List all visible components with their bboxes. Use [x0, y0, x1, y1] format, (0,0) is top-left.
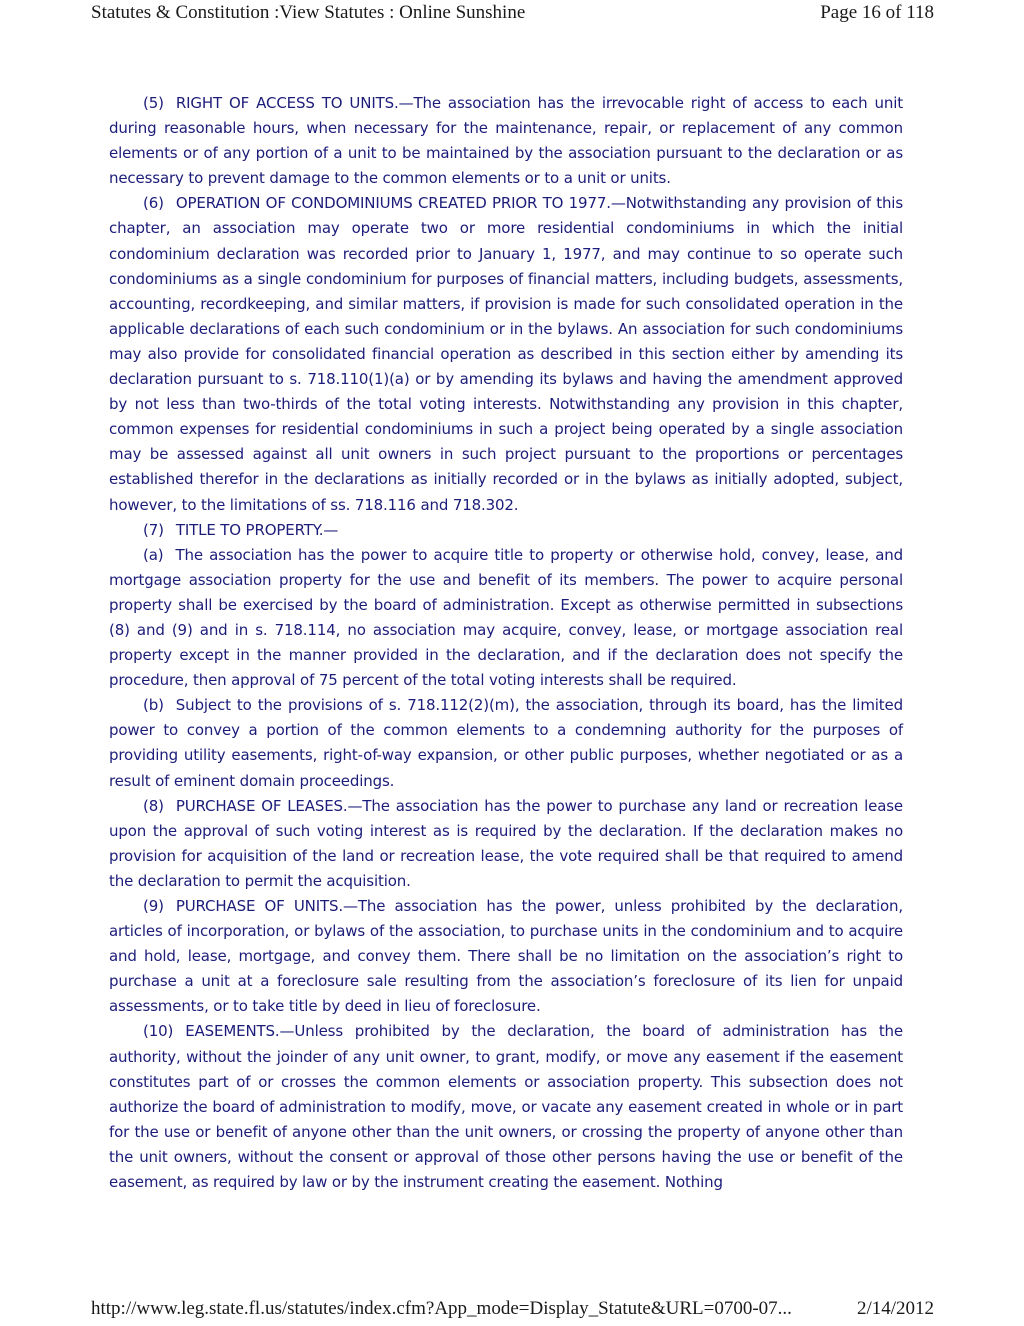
paragraph-number: (a) — [143, 545, 164, 564]
statute-paragraph-7a — [109, 543, 903, 694]
statute-paragraph-7 — [109, 518, 903, 543]
statute-paragraph-9 — [109, 894, 903, 1019]
paragraph-text: PURCHASE OF UNITS.—The association has the power, unless prohibited by the declaration, articles of incorporation, or bylaws of the association, to purchase units in the condominium and to acquire and hold, lease, mortgage, and convey them. There shall be no limitation on the association’s right to purchase a unit at a foreclosure sale resulting from the association’s foreclosure of its lien for unpaid assessments, or to take title by deed in lieu of foreclosure. — [109, 897, 903, 1016]
paragraph-number: (b) — [143, 696, 164, 715]
statute-paragraph-10 — [109, 1019, 903, 1195]
page-footer — [0, 1296, 1024, 1326]
statute-body — [109, 91, 903, 1195]
paragraph-number: (9) — [143, 897, 164, 915]
paragraph-text: RIGHT OF ACCESS TO UNITS.—The association has the irrevocable right of access to each unit during reasonable hours, when necessary for the maintenance, repair, or replacement of any common elements or of any portion of a unit to be maintained by the association pursuant to the declaration or as necessary to prevent damage to the common elements or to a unit or units. — [109, 94, 903, 188]
paragraph-text: PURCHASE OF LEASES.—The association has the power to purchase any land or recreation lease upon the approval of such voting interest as is required by the declaration. If the declaration makes no provision for acquisition of the land or recreation lease, the vote required shall be that required to amend the declaration to permit the acquisition. — [109, 796, 903, 890]
paragraph-text: OPERATION OF CONDOMINIUMS CREATED PRIOR TO 1977.—Notwithstanding any provision of this chapter, an association may operate two or more residential condominiums in which the initial condominium declaration was recorded prior to January 1, 1977, and may continue to so operate such condominiums as a single condominium for purposes of financial matters, including budgets, assessments, accounting, recordkeeping, and similar matters, if provision is made for such consolidated operation in the applicable declarations of each such condominium or in the bylaws. An association for such condominiums may also provide for consolidated financial operation as described in this section either by amending its declaration pursuant to s. 718.110(1)(a) or by amending its bylaws and having the amendment approved by not less than two-thirds of the total voting interests. Notwithstanding any provision in this chapter, common expenses for residential condominiums in such a project being operated by a single association may be assessed against all unit owners in such project pursuant to the proportions or percentages established therefor in the declarations as initially recorded or in the bylaws as initially adopted, subject, however, to the limitations of ss. 718.116 and 718.302. — [109, 194, 903, 514]
statute-paragraph-5 — [109, 91, 903, 191]
header-page-number: Page 16 of 118 — [820, 2, 934, 23]
page-header — [0, 0, 1024, 30]
statute-paragraph-8 — [109, 794, 903, 894]
footer-date: 2/14/2012 — [856, 1298, 934, 1319]
paragraph-text: Subject to the provisions of s. 718.112(2)(m), the association, through its board, has the limited power to convey a portion of the common elements to a condemning authority for the purposes of providing utility easements, right-of-way expansion, or other public purposes, whether negotiated or as a result of eminent domain proceedings. — [109, 696, 903, 790]
footer-url: http://www.leg.state.fl.us/statutes/index.cfm?App_mode=Display_Statute&URL=0700-07... — [91, 1298, 792, 1319]
paragraph-number: (7) — [143, 520, 164, 539]
paragraph-text: EASEMENTS.—Unless prohibited by the declaration, the board of administration has the authority, without the joinder of any unit owner, to grant, modify, or move any easement if the easement constitutes part of or crosses the common elements or association property. This subsection does not authorize the board of administration to modify, move, or vacate any easement created in whole or in part for the use or benefit of anyone other than the unit owners, or crossing the property of anyone other than the unit owners, without the consent or approval of those other persons having the use or benefit of the easement, as required by law or by the instrument creating the easement. Nothing — [109, 1022, 903, 1192]
paragraph-text: TITLE TO PROPERTY.— — [175, 520, 339, 539]
paragraph-number: (10) — [143, 1022, 174, 1041]
paragraph-text: The association has the power to acquire title to property or otherwise hold, convey, lease, and mortgage association property for the use and benefit of its members. The power to acquire personal property shall be exercised by the board of administration. Except as otherwise permitted in subsections (8) and (9) and in s. 718.114, no association may acquire, convey, lease, or mortgage association real property except in the manner provided in the declaration, and if the declaration does not specify the procedure, then approval of 75 percent of the total voting interests shall be required. — [109, 545, 903, 690]
header-title: Statutes & Constitution :View Statutes : Online Sunshine — [91, 2, 526, 23]
statute-paragraph-7b — [109, 693, 903, 793]
statute-paragraph-6 — [109, 191, 903, 517]
paragraph-number: (5) — [143, 94, 164, 112]
paragraph-number: (8) — [143, 796, 164, 815]
paragraph-number: (6) — [143, 194, 164, 213]
